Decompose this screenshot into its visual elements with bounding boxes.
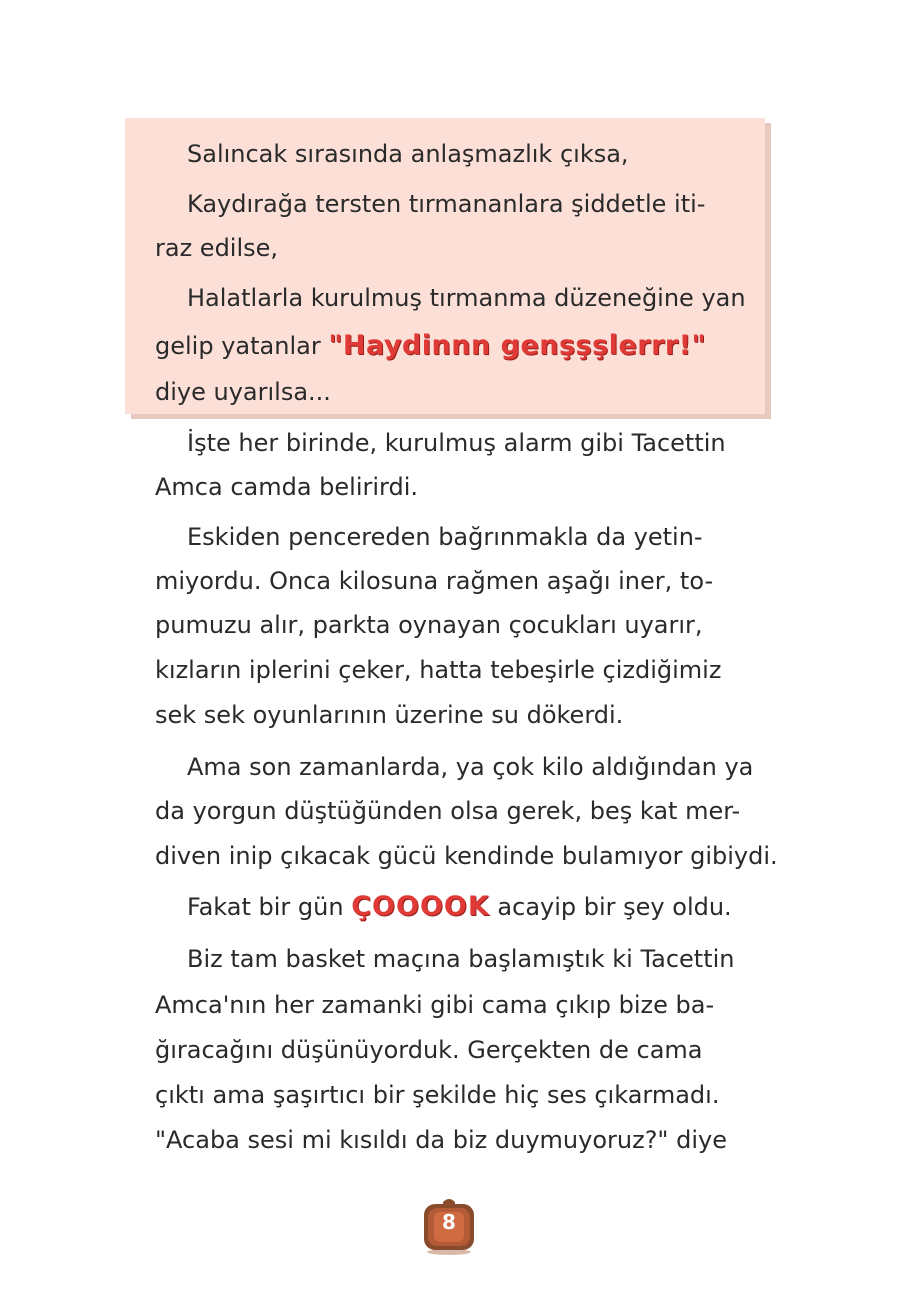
box-line-2: Kaydırağa tersten tırmananlara şiddetle iti-	[187, 190, 706, 218]
box-line-6: diye uyarılsa...	[155, 378, 331, 406]
body-line-2: Amca camda belirirdi.	[155, 473, 419, 501]
box-line-4: Halatlarla kurulmuş tırmanma düzeneğine yan	[187, 284, 746, 312]
body-line-3: Eskiden pencereden bağrınmakla da yetin-	[187, 523, 703, 551]
fakat-after: acayip bir şey oldu.	[489, 893, 732, 921]
cooook-highlight: ÇOOOOK	[351, 891, 490, 922]
body2-line-3: ğıracağını düşünüyorduk. Gerçekten de cama	[155, 1036, 703, 1064]
fakat-before: Fakat bir gün	[187, 893, 352, 921]
body-line-6: kızların iplerini çeker, hatta tebeşirle çizdiğimiz	[155, 656, 722, 684]
fakat-line	[187, 892, 900, 922]
page-number: 8	[442, 1210, 456, 1234]
body2-line-2: Amca'nın her zamanki gibi cama çıkıp bize ba-	[155, 991, 715, 1019]
body-line-7: sek sek oyunlarının üzerine su dökerdi.	[155, 701, 624, 729]
haydin-shout: "Haydinnn genşşşlerrr!"	[328, 330, 707, 361]
body2-line-4: çıktı ama şaşırtıcı bir şekilde hiç ses çıkarmadı.	[155, 1081, 720, 1109]
box-line-5	[155, 331, 900, 361]
body2-line-5: "Acaba sesi mi kısıldı da biz duymuyoruz?" diye	[155, 1126, 727, 1154]
body-line-4: miyordu. Onca kilosuna rağmen aşağı iner, to-	[155, 567, 714, 595]
box-line-3: raz edilse,	[155, 234, 279, 262]
page-number-badge	[420, 1196, 478, 1256]
body-line-9: da yorgun düştüğünden olsa gerek, beş kat mer-	[155, 797, 741, 825]
body-line-8: Ama son zamanlarda, ya çok kilo aldığından ya	[187, 753, 754, 781]
body-line-1: İşte her birinde, kurulmuş alarm gibi Tacettin	[187, 429, 726, 457]
body-line-10: diven inip çıkacak gücü kendinde bulamıyor gibiydi.	[155, 842, 778, 870]
body-line-5: pumuzu alır, parkta oynayan çocukları uyarır,	[155, 611, 703, 639]
box-line-1: Salıncak sırasında anlaşmazlık çıksa,	[187, 140, 629, 168]
body2-line-1: Biz tam basket maçına başlamıştık ki Tacettin	[187, 945, 735, 973]
box-line-5-text: gelip yatanlar	[155, 332, 329, 360]
